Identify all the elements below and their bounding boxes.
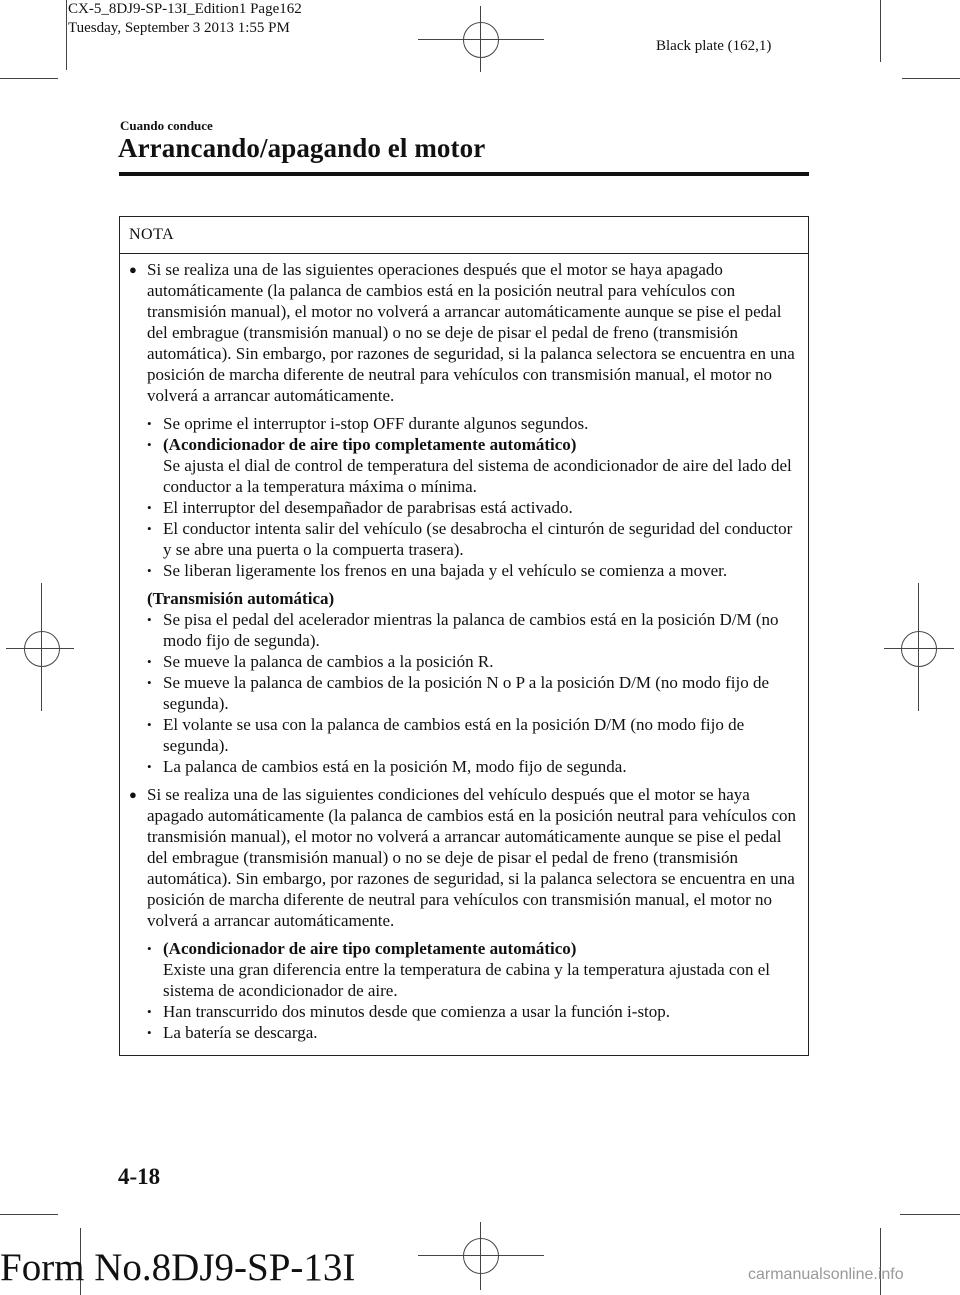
bullet-icon: •	[147, 437, 152, 452]
nota-heading: NOTA	[129, 226, 175, 243]
nota-item	[129, 784, 801, 931]
bullet-icon: •	[147, 563, 152, 578]
title-rule	[119, 172, 809, 176]
sub-item	[129, 609, 801, 651]
group-heading: (Transmisión automática)	[147, 589, 335, 608]
sub-item-text: Se liberan ligeramente los frenos en una bajada y el vehículo se comienza a mover.	[163, 561, 728, 580]
bullet-icon: •	[147, 941, 152, 956]
sub-item	[129, 672, 801, 714]
sub-item-bold: (Acondicionador de aire tipo completamente automático)	[163, 435, 577, 454]
bullet-icon: •	[147, 759, 152, 774]
bullet-icon: •	[147, 500, 152, 515]
page-title: Arrancando/apagando el motor	[118, 133, 486, 163]
sub-item	[129, 560, 801, 581]
nota-item-text: Si se realiza una de las siguientes condiciones del vehículo después que el motor se haya apagado automáticamente (la palanca de cambios está en la posición neutral para vehículos con transmisión manual), el motor no volverá a arrancar automáticamente aunque se pise el pedal del embrague (transmisión manual) o no se deje de pisar el pedal de freno (transmisión automática). Sin embargo, por razones de seguridad, si la palanca selectora se encuentra en una posición de marcha diferente de neutral para vehículos con transmisión manual, el motor no volverá a arrancar automáticamente.	[147, 785, 797, 930]
sub-item-text: La batería se descarga.	[163, 1023, 318, 1042]
nota-box	[119, 216, 809, 1056]
sub-item	[129, 413, 801, 434]
sub-item	[129, 1001, 801, 1022]
bullet-icon: •	[147, 654, 152, 669]
sub-item	[129, 714, 801, 756]
sub-item-text: Existe una gran diferencia entre la temperatura de cabina y la temperatura ajustada con el sistema de acondicionador de aire.	[163, 960, 770, 1000]
bullet-icon: •	[147, 521, 152, 536]
sub-item-text: La palanca de cambios está en la posición M, modo fijo de segunda.	[163, 757, 627, 776]
plate-label: Black plate (162,1)	[656, 38, 772, 54]
watermark: carmanualsonline.info	[748, 1266, 904, 1283]
bullet-icon: •	[147, 717, 152, 732]
nota-content	[129, 259, 801, 1043]
sub-item-text: Se mueve la palanca de cambios de la posición N o P a la posición D/M (no modo fijo de segunda).	[163, 673, 770, 713]
page-number: 4-18	[118, 1164, 161, 1189]
sub-item	[129, 651, 801, 672]
sub-item-text: El interruptor del desempañador de parabrisas está activado.	[163, 498, 573, 517]
section-label: Cuando conduce	[120, 118, 213, 133]
bullet-icon: •	[147, 1004, 152, 1019]
sub-item	[129, 434, 801, 497]
print-file-line: CX-5_8DJ9-SP-13I_Edition1 Page162	[68, 1, 302, 17]
print-date-line: Tuesday, September 3 2013 1:55 PM	[68, 20, 290, 36]
bullet-icon: ●	[129, 262, 137, 277]
bullet-icon: •	[147, 1025, 152, 1040]
sub-item-text: Se pisa el pedal del acelerador mientras la palanca de cambios está en la posición D/M (no modo fijo de segunda).	[163, 610, 779, 650]
nota-item	[129, 259, 801, 406]
sub-item	[129, 1022, 801, 1043]
sub-item-text: Han transcurrido dos minutos desde que comienza a usar la función i-stop.	[163, 1002, 671, 1021]
sub-item-text: El volante se usa con la palanca de cambios está en la posición D/M (no modo fijo de segunda).	[163, 715, 745, 755]
bullet-icon: •	[147, 416, 152, 431]
nota-header	[120, 217, 808, 254]
bullet-icon: •	[147, 675, 152, 690]
sub-item	[129, 756, 801, 777]
bullet-icon: •	[147, 612, 152, 627]
sub-item-text: El conductor intenta salir del vehículo (se desabrocha el cinturón de seguridad del conductor y se abre una puerta o la compuerta trasera).	[163, 519, 793, 559]
sub-item-bold: (Acondicionador de aire tipo completamente automático)	[163, 939, 577, 958]
nota-item-text: Si se realiza una de las siguientes operaciones después que el motor se haya apagado automáticamente (la palanca de cambios está en la posición neutral para vehículos con transmisión manual), el motor no volverá a arrancar automáticamente aunque se pise el pedal del embrague (transmisión manual) o no se deje de pisar el pedal de freno (transmisión automática). Sin embargo, por razones de seguridad, si la palanca selectora se encuentra en una posición de marcha diferente de neutral para vehículos con transmisión manual, el motor no volverá a arrancar automáticamente.	[147, 260, 795, 405]
sub-item	[129, 938, 801, 1001]
sub-item-text: Se mueve la palanca de cambios a la posición R.	[163, 652, 494, 671]
sub-item	[129, 497, 801, 518]
sub-item-text: Se oprime el interruptor i-stop OFF durante algunos segundos.	[163, 414, 589, 433]
sub-item-text: Se ajusta el dial de control de temperatura del sistema de acondicionador de aire del lado del conductor a la temperatura máxima o mínima.	[163, 456, 792, 496]
sub-item	[129, 518, 801, 560]
form-number: Form No.8DJ9-SP-13I	[0, 1246, 356, 1289]
bullet-icon: ●	[129, 787, 137, 802]
